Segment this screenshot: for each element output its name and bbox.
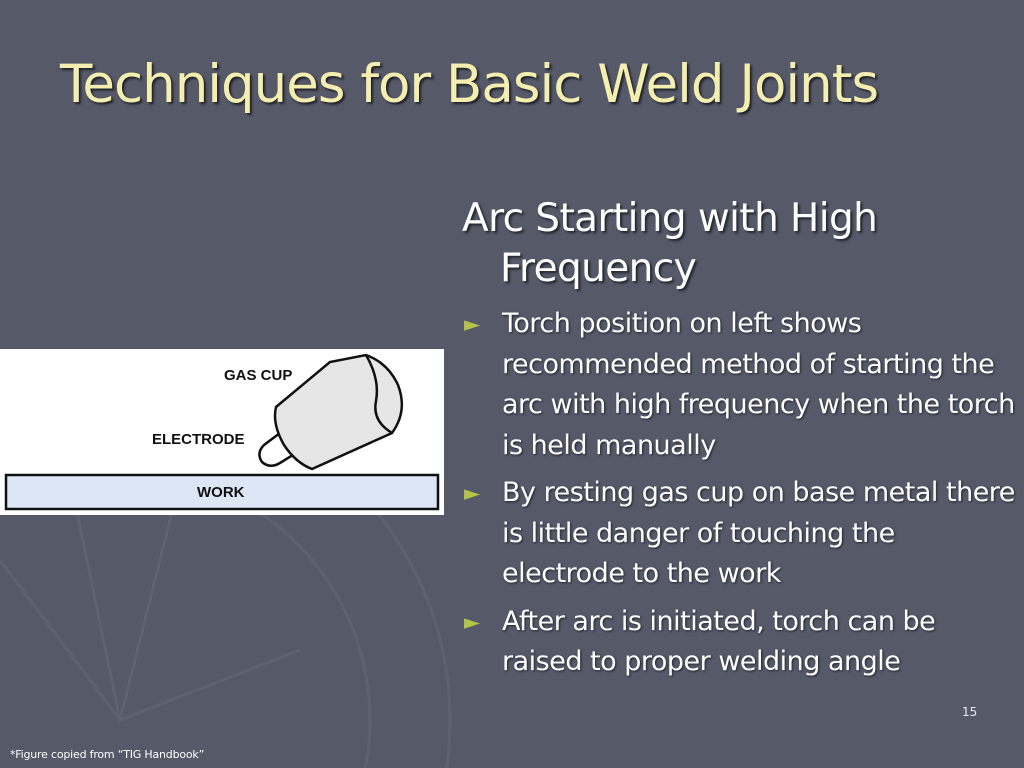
bullet-text: Torch position on left shows recommended method of starting the arc with high frequency when the torch is held manually [502,308,1015,461]
bullet-item [462,304,1018,466]
bullet-arrow-icon: ► [464,609,480,634]
tig-torch-figure [0,349,444,515]
bullet-text: After arc is initiated, torch can be raised to proper welding angle [502,605,936,677]
figure-footnote: *Figure copied from “TIG Handbook” [10,748,205,761]
bullet-arrow-icon: ► [464,312,480,336]
slide-content [462,194,1018,690]
bullet-item [462,602,1018,683]
page-number: 15 [962,705,978,719]
electrode-label: ELECTRODE [152,431,245,448]
bullet-arrow-icon: ► [464,481,480,505]
work-label: WORK [197,484,245,501]
content-heading: Arc Starting with High Frequency [462,196,878,291]
bullet-item [462,473,1018,595]
gas-cup-label: GAS CUP [224,367,293,384]
slide-title: Techniques for Basic Weld Joints [60,54,879,115]
bullet-text: By resting gas cup on base metal there is little danger of touching the electrode to the work [502,477,1015,589]
gas-cup-shape [275,355,402,469]
